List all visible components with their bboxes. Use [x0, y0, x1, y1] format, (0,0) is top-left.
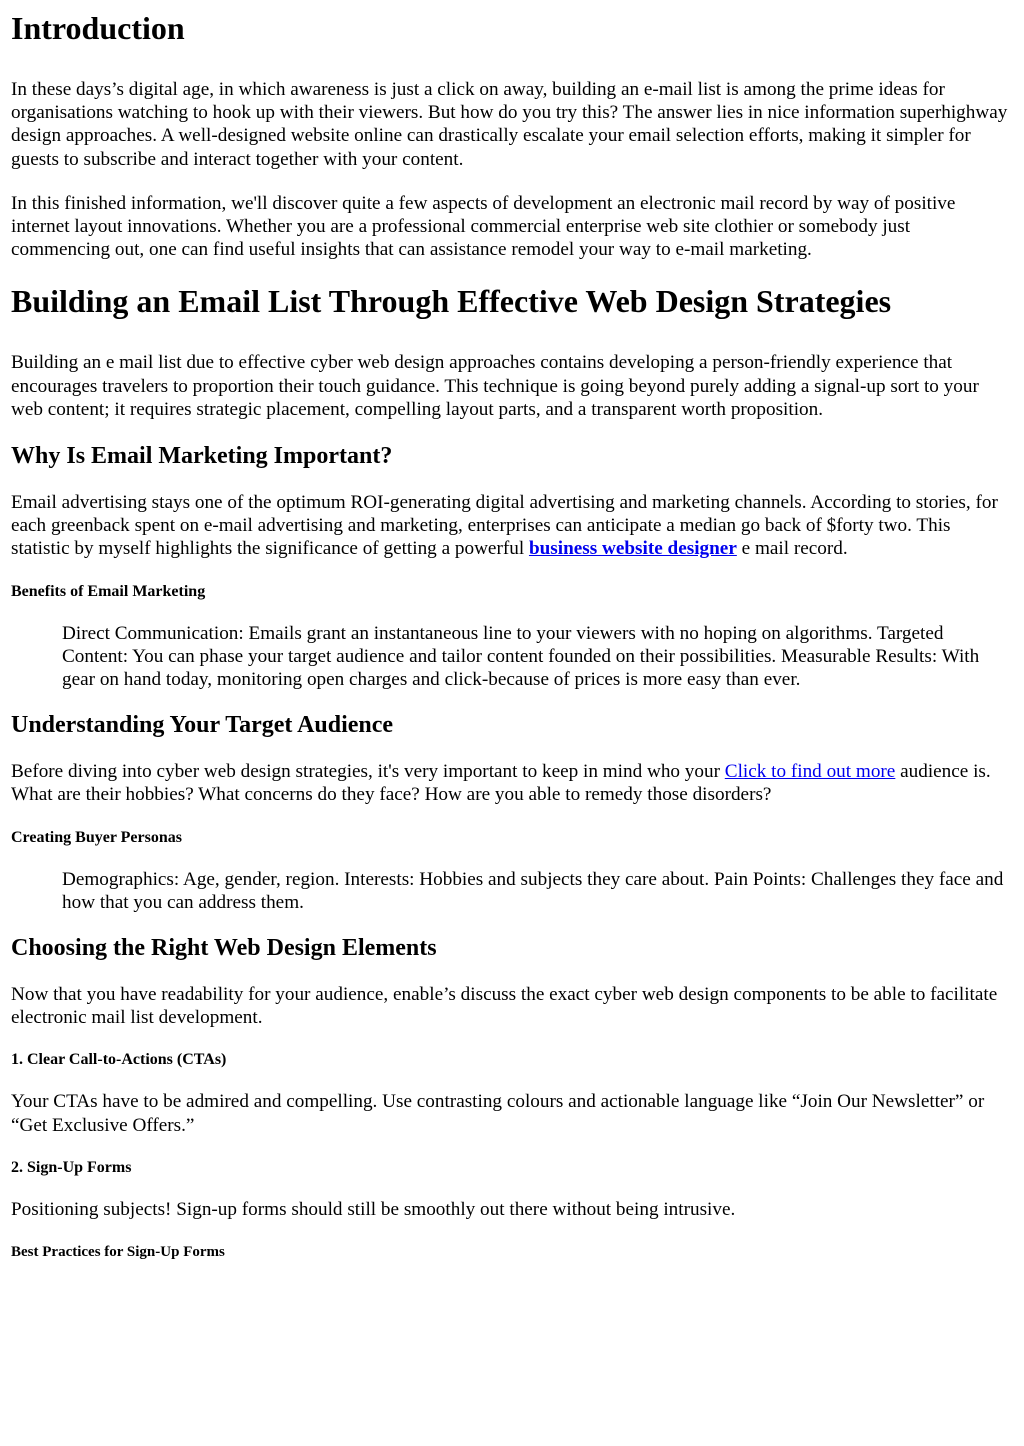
- why-paragraph: [11, 491, 1013, 561]
- why-text-after-link: e mail record.: [736, 538, 848, 560]
- heading-why-email-marketing: Why Is Email Marketing Important?: [11, 443, 393, 470]
- audience-paragraph: [11, 760, 1013, 806]
- heading-web-design-elements: Choosing the Right Web Design Elements: [11, 935, 437, 962]
- business-website-designer-link[interactable]: business website designer: [528, 538, 737, 560]
- heading-target-audience: Understanding Your Target Audience: [11, 712, 394, 739]
- why-text-before-link: Email advertising stays one of the optimum ROI-generating digital advertising and marketing channels. According to stories, for each greenback spent on e-mail advertising and marketing, enterprises can anticipate a median go back of $forty two. This statistic by myself highlights the significance of getting a powerful: [11, 492, 998, 560]
- heading-buyer-personas: Creating Buyer Personas: [11, 828, 182, 846]
- ctas-paragraph: Your CTAs have to be admired and compelling. Use contrasting colours and actionable language like “Join Our Newsletter” or “Get Exclusive Offers.”: [11, 1091, 985, 1136]
- audience-text-before-link: Before diving into cyber web design strategies, it's very important to keep in mind who your: [11, 761, 725, 783]
- click-to-find-out-more-link[interactable]: Click to find out more: [724, 761, 896, 783]
- elements-paragraph: Now that you have readability for your audience, enable’s discuss the exact cyber web design components to be able to facilitate electronic mail list development.: [11, 984, 998, 1029]
- heading-introduction: Introduction: [11, 10, 185, 46]
- audience-text-after-link: audience is. What are their hobbies? What concerns do they face? How are you able to remedy those disorders?: [11, 761, 991, 806]
- personas-list: Demographics: Age, gender, region. Interests: Hobbies and subjects they care about. Pain Points: Challenges they face and how that you can address them.: [62, 868, 1004, 913]
- heading-clear-ctas: 1. Clear Call-to-Actions (CTAs): [11, 1051, 227, 1069]
- heading-building-email-list: Building an Email List Through Effective Web Design Strategies: [11, 283, 892, 320]
- heading-sign-up-forms: 2. Sign-Up Forms: [11, 1158, 132, 1176]
- intro-paragraph-1: In these days’s digital age, in which awareness is just a click on away, building an e-mail list is among the prime ideas for organisations watching to hook up with their viewers. But how do you try this? The answer lies in nice information superhighway design approaches. A well-designed website online can drastically escalate your email selection efforts, making it simpler for guests to subscribe and interact together with your content.: [11, 79, 1008, 170]
- intro-paragraph-2: In this finished information, we'll discover quite a few aspects of development an electronic mail record by way of positive internet layout innovations. Whether you are a professional commercial enterprise web site clothier or somebody just commencing out, one can find useful insights that can assistance remodel your way to e-mail marketing.: [11, 192, 956, 261]
- heading-best-practices: Best Practices for Sign-Up Forms: [11, 1244, 225, 1261]
- signup-paragraph: Positioning subjects! Sign-up forms should still be smoothly out there without being intrusive.: [11, 1198, 736, 1220]
- benefits-list: Direct Communication: Emails grant an instantaneous line to your viewers with no hoping on algorithms. Targeted Content: You can phase your target audience and tailor content founded on their possibilities. Measurable Results: With gear on hand today, monitoring open charges and click-because of prices is more easy than ever.: [62, 622, 980, 691]
- heading-benefits: Benefits of Email Marketing: [11, 582, 206, 600]
- building-paragraph: Building an e mail list due to effective cyber web design approaches contains developing a person-friendly experience that encourages travelers to proportion their touch guidance. This technique is going beyond purely adding a signal-up sort to your web content; it requires strategic placement, compelling layout parts, and a transparent worth proposition.: [11, 352, 979, 420]
